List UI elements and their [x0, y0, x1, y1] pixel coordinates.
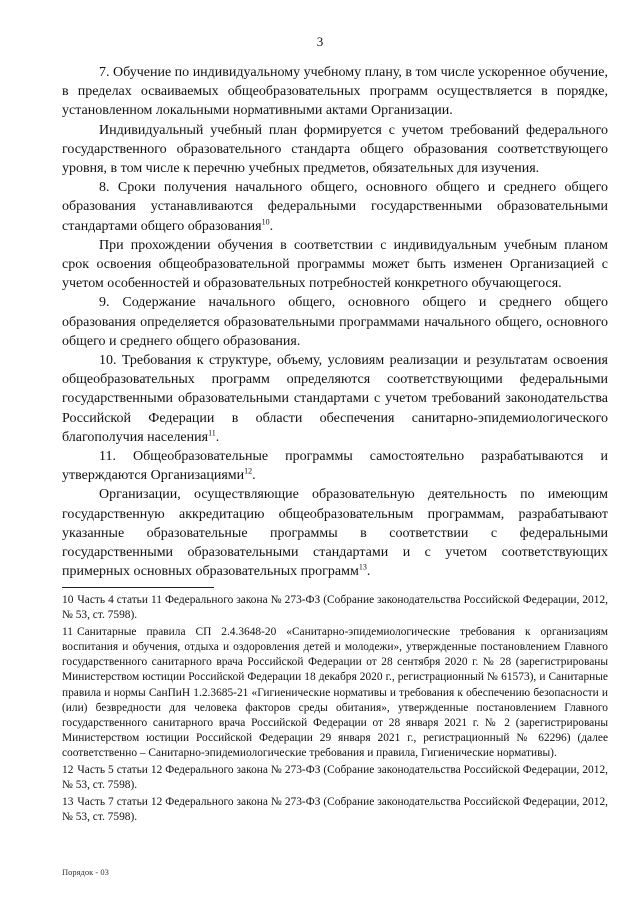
footnote-number: 12: [62, 764, 74, 777]
paragraph-accreditation: [62, 485, 608, 581]
page-code: Порядок - 03: [62, 867, 109, 877]
paragraph-10: [62, 351, 608, 447]
footnote-text: Часть 7 статьи 12 Федерального закона № 273-ФЗ (Собрание законодательства Российской Федерации, 2012, № 53, ст. 7598).: [62, 796, 608, 824]
footnote-text: Санитарные правила СП 2.4.3648-20 «Санитарно-эпидемиологические требования к организациям воспитания и обучения, отдыха и оздоровления детей и молодежи», утвержденные постановлением Главного государственного санитарного врача Российской Федерации от 28 сентября 2020 г. № 28 (зарегистрированы Министерством юстиции Российской Федерации 18 декабря 2020 г., регистрационный № 61573), и Санитарные правила и нормы СанПиН 1.2.3685-21 «Гигиенические нормативы и требования к обеспечению безопасности и (или) безвредности для человека факторов среды обитания», утвержденные постановлением Главного государственного санитарного врача Российской Федерации от 28 января 2021 г. № 2 (зарегистрированы Министерством юстиции Российской Федерации 29 января 2021 г., регистрационный № 62296) (далее соответственно – Санитарно-эпидемиологические требования и правила, Гигиенические нормативы).: [62, 626, 608, 759]
paragraph-text: 8. Сроки получения начального общего, основного общего и среднего общего образования устанавливаются федеральными государственными образовательными стандартами общего образования: [62, 180, 608, 234]
paragraph-9: [62, 293, 608, 351]
paragraph-end: .: [215, 429, 220, 445]
page-number: 3: [316, 34, 324, 49]
document-body: [62, 63, 608, 581]
paragraph-text: Организации, осуществляющие образовательную деятельность по имеющим государственную аккредитацию общеобразовательным программам, разрабатывают указанные образовательные программы в соответствии с федеральными государственными образовательными стандартами и с учетом соответствующих примерных основных образовательных программ: [62, 487, 608, 580]
paragraph-8: [62, 178, 608, 236]
footnote-ref-13[interactable]: 13: [358, 562, 367, 572]
paragraph-7: [62, 63, 608, 121]
paragraph-end: .: [252, 468, 256, 484]
footnote-10: [62, 593, 608, 623]
paragraph-text: Индивидуальный учебный план формируется с учетом требований федерального государственного образовательного стандарта общего образования соответствующего уровня, в том числе к перечню учебных предметов, обязательных для изучения.: [62, 122, 608, 177]
footnote-12: [62, 763, 608, 793]
footnote-11: [62, 625, 608, 761]
footnote-number: 10: [62, 594, 74, 606]
paragraph-text: 7. Обучение по индивидуальному учебному плану, в том числе ускоренное обучение, в пределах осваиваемых общеобразовательных программ осуществляется в порядке, установленном локальными нормативными актами Организации.: [62, 65, 608, 119]
paragraph-11: [62, 447, 608, 485]
paragraph-individual-term: [62, 236, 608, 294]
footnote-text: Часть 5 статьи 12 Федерального закона № 273-ФЗ (Собрание законодательства Российской Федерации, 2012, № 53, ст. 7598).: [62, 764, 608, 792]
paragraph-text: 9. Содержание начального общего, основного общего и среднего общего образования определяется образовательными программами начального общего, основного общего и среднего общего образования.: [62, 295, 608, 349]
paragraph-end: .: [269, 218, 274, 234]
footnote-13: [62, 795, 608, 825]
paragraph-end: .: [366, 564, 371, 580]
footnote-number: 11: [62, 626, 73, 639]
footnotes: [62, 593, 608, 827]
paragraph-text: 11. Общеобразовательные программы самостоятельно разрабатываются и утверждаются Организациями: [62, 449, 608, 484]
footnote-divider: [62, 587, 214, 588]
footnote-text: Часть 4 статьи 11 Федерального закона № 273-ФЗ (Собрание законодательства Российской Федерации, 2012, № 53, ст. 7598).: [62, 594, 608, 622]
footnote-ref-11[interactable]: 11: [208, 428, 216, 438]
footnote-ref-12[interactable]: 12: [244, 466, 253, 476]
paragraph-text: 10. Требования к структуре, объему, условиям реализации и результатам освоения общеобразовательных программ определяются соответствующими федеральными государственными образовательными стандартами с учетом требований законодательства Российской Федерации в области обеспечения санитарно-эпидемиологического благополучия населения: [62, 353, 608, 445]
paragraph-individual-plan: [62, 121, 608, 179]
footnote-ref-10[interactable]: 10: [261, 216, 270, 226]
footnote-number: 13: [62, 796, 74, 809]
paragraph-text: При прохождении обучения в соответствии с индивидуальным учебным планом срок освоения общеобразовательной программы может быть изменен Организацией с учетом особенностей и образовательных потребностей конкретного обучающегося.: [62, 237, 608, 292]
